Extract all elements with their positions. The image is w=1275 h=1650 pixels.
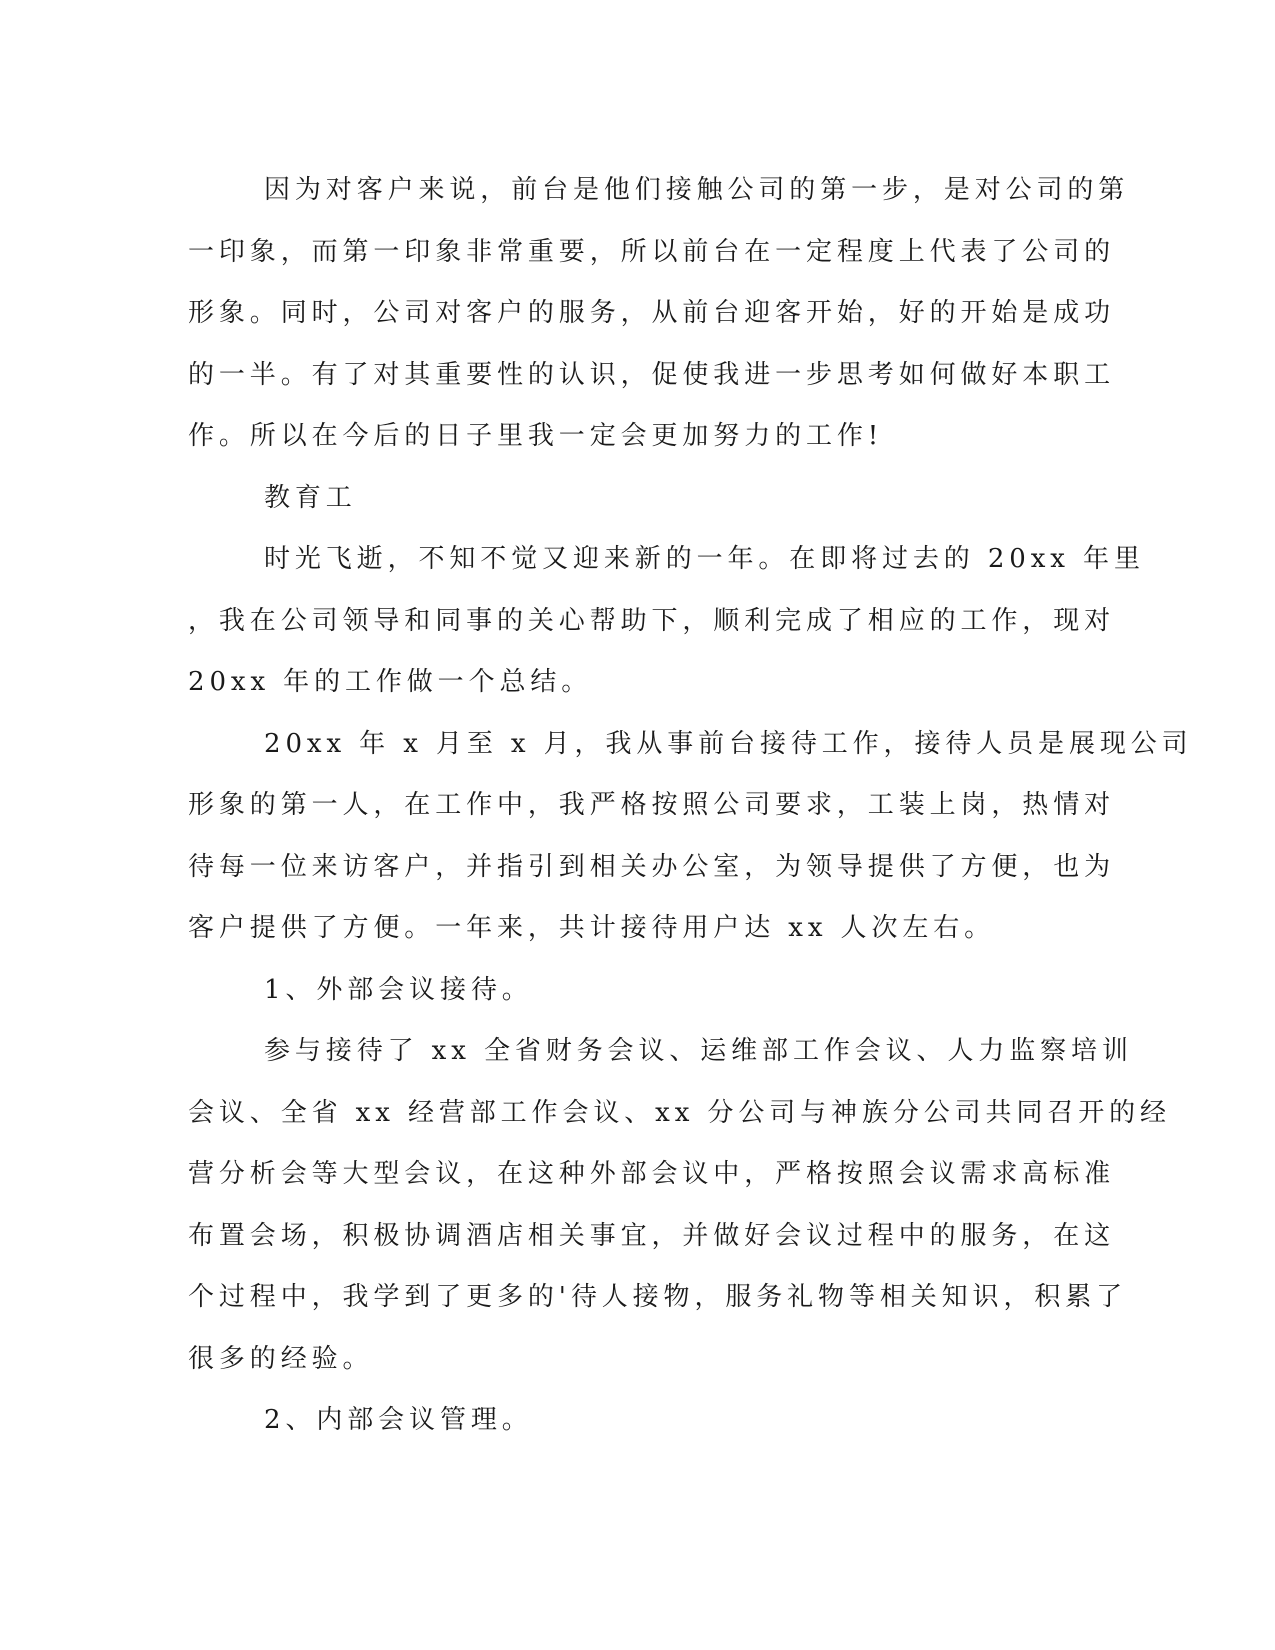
text-line: 一印象，而第一印象非常重要，所以前台在一定程度上代表了公司的 xyxy=(188,236,1116,267)
text-line: 很多的经验。 xyxy=(188,1343,374,1374)
text-line: 的一半。有了对其重要性的认识，促使我进一步思考如何做好本职工 xyxy=(188,359,1116,390)
section-heading: 2、内部会议管理。 xyxy=(264,1405,533,1435)
text-line: 客户提供了方便。一年来，共计接待用户达 xx 人次左右。 xyxy=(188,913,996,943)
text-line: ，我在公司领导和同事的关心帮助下，顺利完成了相应的工作，现对 xyxy=(188,605,1116,636)
text-line: 形象的第一人，在工作中，我严格按照公司要求，工装上岗，热情对 xyxy=(188,790,1116,820)
text-line: 时光飞逝，不知不觉又迎来新的一年。在即将过去的 20xx 年里 xyxy=(264,544,1145,574)
text-line: 20xx 年 x 月至 x 月，我从事前台接待工作，接待人员是展现公司 xyxy=(264,728,1193,759)
text-line: 因为对客户来说，前台是他们接触公司的第一步，是对公司的第 xyxy=(264,175,1130,205)
document-body xyxy=(188,160,1193,1452)
section-heading: 1、外部会议接待。 xyxy=(264,974,533,1005)
text-line: 20xx 年的工作做一个总结。 xyxy=(188,667,593,697)
text-line: 布置会场，积极协调酒店相关事宜，并做好会议过程中的服务，在这 xyxy=(188,1220,1116,1251)
text-line: 形象。同时，公司对客户的服务，从前台迎客开始，好的开始是成功 xyxy=(188,298,1116,328)
text-line: 作。所以在今后的日子里我一定会更加努力的工作! xyxy=(188,421,884,451)
text-line: 个过程中，我学到了更多的'待人接物，服务礼物等相关知识，积累了 xyxy=(188,1282,1128,1312)
text-line: 待每一位来访客户，并指引到相关办公室，为领导提供了方便，也为 xyxy=(188,851,1116,882)
text-line: 参与接待了 xx 全省财务会议、运维部工作会议、人力监察培训 xyxy=(264,1036,1133,1066)
section-heading: 教育工 xyxy=(264,482,357,513)
text-line: 会议、全省 xx 经营部工作会议、xx 分公司与神族分公司共同召开的经 xyxy=(188,1097,1171,1128)
text-line: 营分析会等大型会议，在这种外部会议中，严格按照会议需求高标准 xyxy=(188,1159,1116,1189)
